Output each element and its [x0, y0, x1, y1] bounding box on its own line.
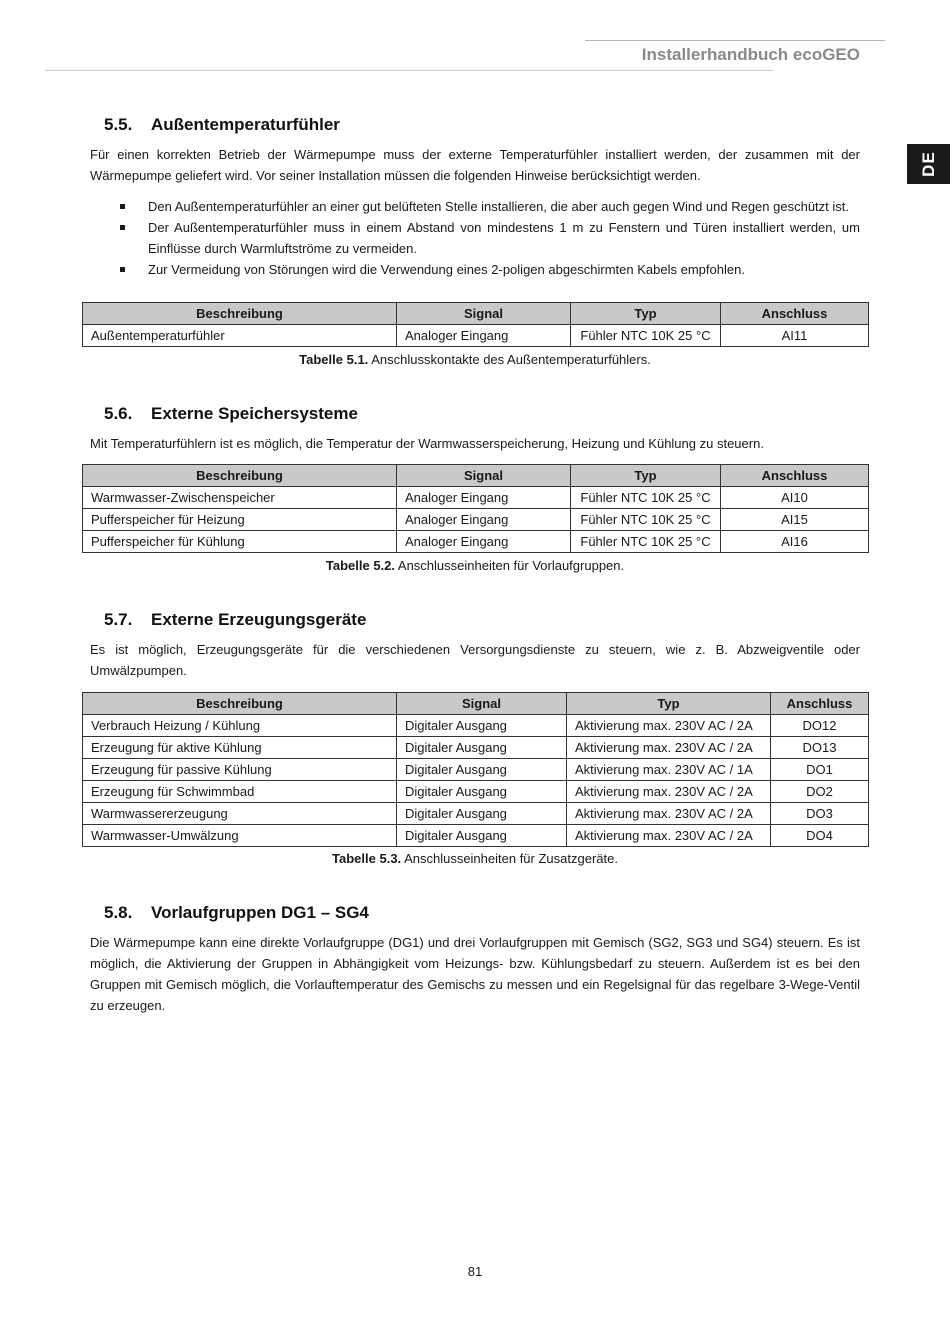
- section-heading-5-7: [104, 610, 366, 630]
- caption-text: Anschlusseinheiten für Vorlaufgruppen.: [395, 558, 625, 573]
- table-row: [83, 487, 869, 509]
- table-header-row: [83, 465, 869, 487]
- table-cell: DO13: [771, 737, 869, 759]
- table-cell: Digitaler Ausgang: [397, 803, 567, 825]
- table-cell: Analoger Eingang: [397, 325, 571, 347]
- table-5-3: [82, 692, 869, 847]
- table-cell: Analoger Eingang: [397, 531, 571, 553]
- table-cell: AI15: [721, 509, 869, 531]
- bullet-item: Zur Vermeidung von Störungen wird die Verwendung eines 2-poligen abgeschirmten Kabels empfohlen.: [90, 259, 860, 280]
- table-cell: Pufferspeicher für Kühlung: [83, 531, 397, 553]
- table-cell: Aktivierung max. 230V AC / 1A: [567, 759, 771, 781]
- table-cell: Aktivierung max. 230V AC / 2A: [567, 715, 771, 737]
- column-header: Typ: [571, 465, 721, 487]
- bullet-item: Der Außentemperaturfühler muss in einem Abstand von mindestens 1 m zu Fenstern und Türen installiert werden, um Einflüsse durch Warmluftströme zu vermeiden.: [90, 217, 860, 259]
- column-header: Anschluss: [721, 465, 869, 487]
- column-header: Anschluss: [771, 693, 869, 715]
- table-row: [83, 715, 869, 737]
- section-intro-5-6: Mit Temperaturfühlern ist es möglich, die Temperatur der Warmwasserspeicherung, Heizung und Kühlung zu steuern.: [90, 436, 764, 451]
- section-title: Externe Speichersysteme: [151, 404, 358, 423]
- column-header: Signal: [397, 693, 567, 715]
- header-rule-top: [585, 40, 885, 41]
- language-tab-label: DE: [918, 151, 938, 177]
- table-cell: DO2: [771, 781, 869, 803]
- table-cell: Erzeugung für Schwimmbad: [83, 781, 397, 803]
- table-cell: Pufferspeicher für Heizung: [83, 509, 397, 531]
- table-cell: Warmwassererzeugung: [83, 803, 397, 825]
- table-cell: DO12: [771, 715, 869, 737]
- table-cell: Außentemperaturfühler: [83, 325, 397, 347]
- table-cell: DO1: [771, 759, 869, 781]
- table-cell: DO4: [771, 825, 869, 847]
- caption-text: Anschlusseinheiten für Zusatzgeräte.: [401, 851, 618, 866]
- table-row: [83, 509, 869, 531]
- section-intro-5-5: Für einen korrekten Betrieb der Wärmepumpe muss der externe Temperaturfühler installiert werden, der zusammen mit der Wärmepumpe geliefert wird. Vor seiner Installation müssen die folgenden Hinweise berücksichtigt werden.: [90, 147, 860, 183]
- column-header: Anschluss: [721, 303, 869, 325]
- table-caption-5-3: [0, 851, 950, 866]
- section-number: 5.7.: [104, 610, 133, 629]
- column-header: Beschreibung: [83, 693, 397, 715]
- table-cell: Digitaler Ausgang: [397, 737, 567, 759]
- table-cell: Fühler NTC 10K 25 °C: [571, 487, 721, 509]
- table-row: [83, 737, 869, 759]
- table-cell: Warmwasser-Umwälzung: [83, 825, 397, 847]
- bullet-list: [90, 196, 860, 280]
- column-header: Signal: [397, 465, 571, 487]
- table-cell: Erzeugung für passive Kühlung: [83, 759, 397, 781]
- section-title: Vorlaufgruppen DG1 – SG4: [151, 903, 369, 922]
- section-number: 5.8.: [104, 903, 133, 922]
- table-header-row: [83, 303, 869, 325]
- table-row: [83, 531, 869, 553]
- table-cell: DO3: [771, 803, 869, 825]
- table-cell: Digitaler Ausgang: [397, 781, 567, 803]
- table-cell: Fühler NTC 10K 25 °C: [571, 531, 721, 553]
- table-cell: AI11: [721, 325, 869, 347]
- table-cell: AI16: [721, 531, 869, 553]
- table-cell: Aktivierung max. 230V AC / 2A: [567, 781, 771, 803]
- column-header: Signal: [397, 303, 571, 325]
- language-tab: [907, 144, 950, 184]
- table-row: [83, 781, 869, 803]
- table-cell: Aktivierung max. 230V AC / 2A: [567, 803, 771, 825]
- table-5-1: [82, 302, 869, 347]
- table-row: [83, 759, 869, 781]
- section-title: Externe Erzeugungsgeräte: [151, 610, 367, 629]
- caption-label: Tabelle 5.3.: [332, 851, 402, 866]
- table-cell: Erzeugung für aktive Kühlung: [83, 737, 397, 759]
- table-caption-5-2: [0, 558, 950, 573]
- section-heading-5-5: [104, 115, 340, 135]
- header-rule-bottom: [45, 70, 773, 71]
- section-heading-5-8: [104, 903, 369, 923]
- table-cell: Aktivierung max. 230V AC / 2A: [567, 825, 771, 847]
- caption-label: Tabelle 5.2.: [325, 558, 396, 573]
- table-header-row: [83, 693, 869, 715]
- table-row: [83, 803, 869, 825]
- caption-text: Anschlusskontakte des Außentemperaturfühlers.: [368, 352, 651, 367]
- column-header: Beschreibung: [83, 465, 397, 487]
- table-cell: Fühler NTC 10K 25 °C: [571, 509, 721, 531]
- table-cell: Warmwasser-Zwischenspeicher: [83, 487, 397, 509]
- document-title: Installerhandbuch ecoGEO: [641, 45, 860, 64]
- table-cell: Analoger Eingang: [397, 509, 571, 531]
- table-cell: Digitaler Ausgang: [397, 825, 567, 847]
- section-number: 5.6.: [104, 404, 133, 423]
- table-cell: Digitaler Ausgang: [397, 715, 567, 737]
- table-cell: Verbrauch Heizung / Kühlung: [83, 715, 397, 737]
- table-row: [83, 325, 869, 347]
- section-heading-5-6: [104, 404, 358, 424]
- column-header: Typ: [567, 693, 771, 715]
- section-intro-5-8: Die Wärmepumpe kann eine direkte Vorlaufgruppe (DG1) und drei Vorlaufgruppen mit Gemisch (SG2, SG3 und SG4) steuern. Es ist möglich, die Aktivierung der Gruppen in Abhängigkeit vom Heizungs- bzw. Kühlungsbedarf zu steuern. Außerdem ist es bei den Gruppen mit Gemisch möglich, die Vorlauftemperatur des Gemischs zu messen und ein Regelsignal für das regelbare 3-Wege-Ventil zu erzeugen.: [90, 935, 860, 1013]
- section-title: Außentemperaturfühler: [151, 115, 340, 134]
- table-cell: Digitaler Ausgang: [397, 759, 567, 781]
- table-cell: Fühler NTC 10K 25 °C: [571, 325, 721, 347]
- column-header: Beschreibung: [83, 303, 397, 325]
- table-5-2: [82, 464, 869, 553]
- section-number: 5.5.: [104, 115, 133, 134]
- page-number: 81: [467, 1264, 483, 1279]
- table-caption-5-1: [0, 352, 950, 367]
- caption-label: Tabelle 5.1.: [299, 352, 369, 367]
- table-row: [83, 825, 869, 847]
- table-cell: AI10: [721, 487, 869, 509]
- section-intro-5-7: Es ist möglich, Erzeugungsgeräte für die verschiedenen Versorgungsdienste zu steuern, wie z. B. Abzweigventile oder Umwälzpumpen.: [90, 642, 860, 678]
- table-cell: Aktivierung max. 230V AC / 2A: [567, 737, 771, 759]
- bullet-item: Den Außentemperaturfühler an einer gut belüfteten Stelle installieren, die aber auch gegen Wind und Regen geschützt ist.: [90, 196, 860, 217]
- column-header: Typ: [571, 303, 721, 325]
- table-cell: Analoger Eingang: [397, 487, 571, 509]
